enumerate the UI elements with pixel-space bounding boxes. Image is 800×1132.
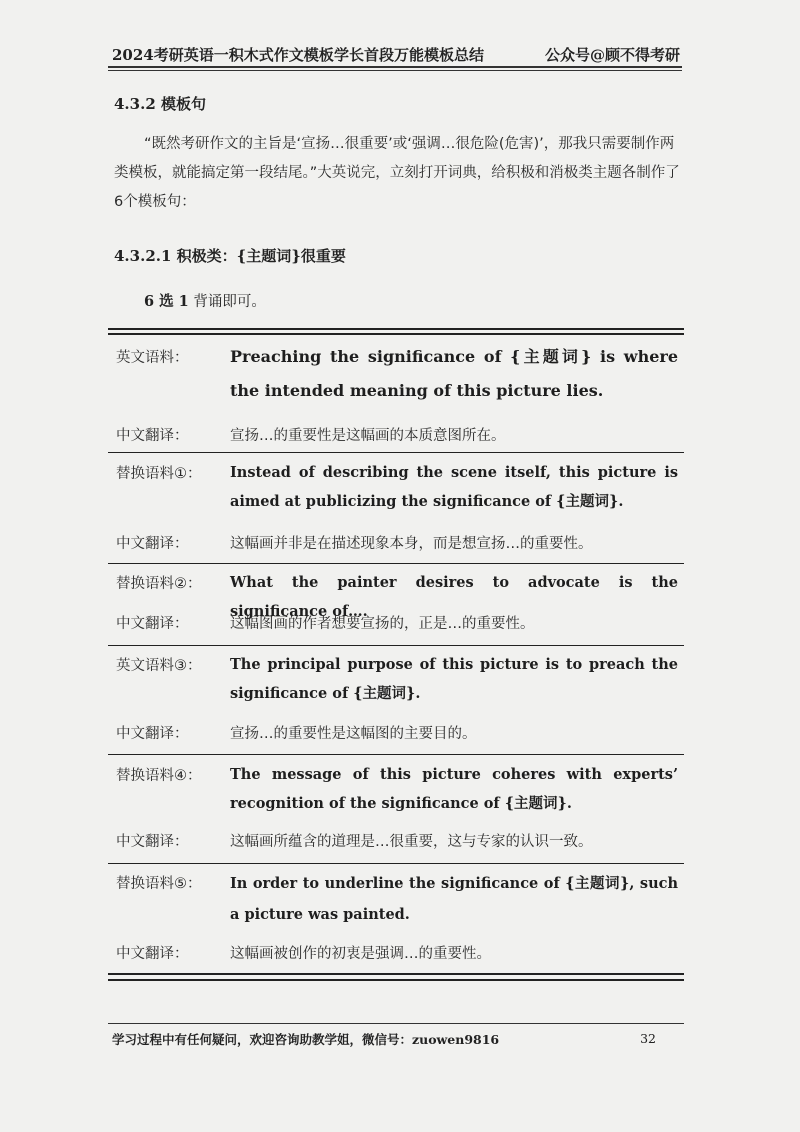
footer-rule xyxy=(108,1023,684,1024)
running-header xyxy=(112,38,680,66)
header-account: 公众号@顾不得考研 xyxy=(544,46,680,64)
section-title: 4.3.2 模板句 xyxy=(114,95,206,113)
row-divider xyxy=(108,563,684,564)
chinese-translation: 这幅画并非是在描述现象本身，而是想宣扬…的重要性。 xyxy=(230,536,593,552)
english-sentence: Instead of describing the scene itself, this picture is aimed at publicizing the significance of {主题词}. xyxy=(230,464,678,510)
english-sentence: The message of this picture coheres with experts’ recognition of the significance of {主题词}. xyxy=(230,766,678,812)
page-number: 32 xyxy=(640,1031,656,1046)
english-sentence: Preaching the significance of {主题词} is where the intended meaning of this picture lies. xyxy=(230,347,678,400)
header-rule-thin xyxy=(108,70,682,71)
intro-paragraph xyxy=(114,130,682,217)
chinese-translation: 宣扬…的重要性是这幅画的本质意图所在。 xyxy=(230,428,506,444)
english-sentence: The principal purpose of this picture is to preach the significance of {主题词}. xyxy=(230,656,678,702)
corpus-label: 替换语料①： xyxy=(116,466,202,482)
translation-label: 中文翻译： xyxy=(116,428,189,444)
instruction-count: 6 选 1 xyxy=(144,293,189,310)
subsection-title: 4.3.2.1 积极类：{主题词}很重要 xyxy=(114,247,346,265)
instruction-line xyxy=(144,290,266,311)
header-book-title: 2024考研英语一积木式作文模板 xyxy=(112,46,334,64)
corpus-label: 替换语料⑤： xyxy=(116,876,202,892)
chinese-translation: 这幅画被创作的初衷是强调…的重要性。 xyxy=(230,946,491,962)
footer-contact: 学习过程中有任何疑问，欢迎咨询助教学姐，微信号：zuowen9816 xyxy=(112,1032,500,1047)
instruction-text: 背诵即可。 xyxy=(193,294,266,310)
row-divider xyxy=(108,754,684,755)
row-divider xyxy=(108,452,684,453)
chinese-translation: 这幅画所蕴含的道理是…很重要，这与专家的认识一致。 xyxy=(230,834,593,850)
chinese-translation: 这幅图画的作者想要宣扬的，正是…的重要性。 xyxy=(230,616,535,632)
translation-label: 中文翻译： xyxy=(116,536,189,552)
translation-label: 中文翻译： xyxy=(116,616,189,632)
header-rule xyxy=(108,66,682,68)
table-top-rule xyxy=(108,328,684,330)
row-divider xyxy=(108,863,684,864)
translation-label: 中文翻译： xyxy=(116,946,189,962)
row-divider xyxy=(108,645,684,646)
english-sentence: In order to underline the significance of {主题词}, such a picture was painted. xyxy=(230,875,678,923)
english-sentence: What the painter desires to advocate is the significance of…. xyxy=(230,574,678,620)
header-chapter-title: 学长首段万能模板总结 xyxy=(334,46,485,64)
table-bottom-rule xyxy=(108,973,684,975)
translation-label: 中文翻译： xyxy=(116,726,189,742)
table-bottom-rule-double xyxy=(108,979,684,981)
corpus-label: 替换语料②： xyxy=(116,576,202,592)
chinese-translation: 宣扬…的重要性是这幅图的主要目的。 xyxy=(230,726,477,742)
corpus-label: 英文语料： xyxy=(116,350,189,366)
corpus-label: 英文语料③： xyxy=(116,658,202,674)
intro-paragraph-text: “既然考研作文的主旨是‘宣扬…很重要’或‘强调…很危险(危害)’，那我只需要制作两类模板，就能搞定第一段结尾。”大英说完，立刻打开词典，给积极和消极类主题各制作了6个模板句： xyxy=(114,136,680,210)
corpus-label: 替换语料④： xyxy=(116,768,202,784)
table-top-rule-double xyxy=(108,333,684,335)
translation-label: 中文翻译： xyxy=(116,834,189,850)
